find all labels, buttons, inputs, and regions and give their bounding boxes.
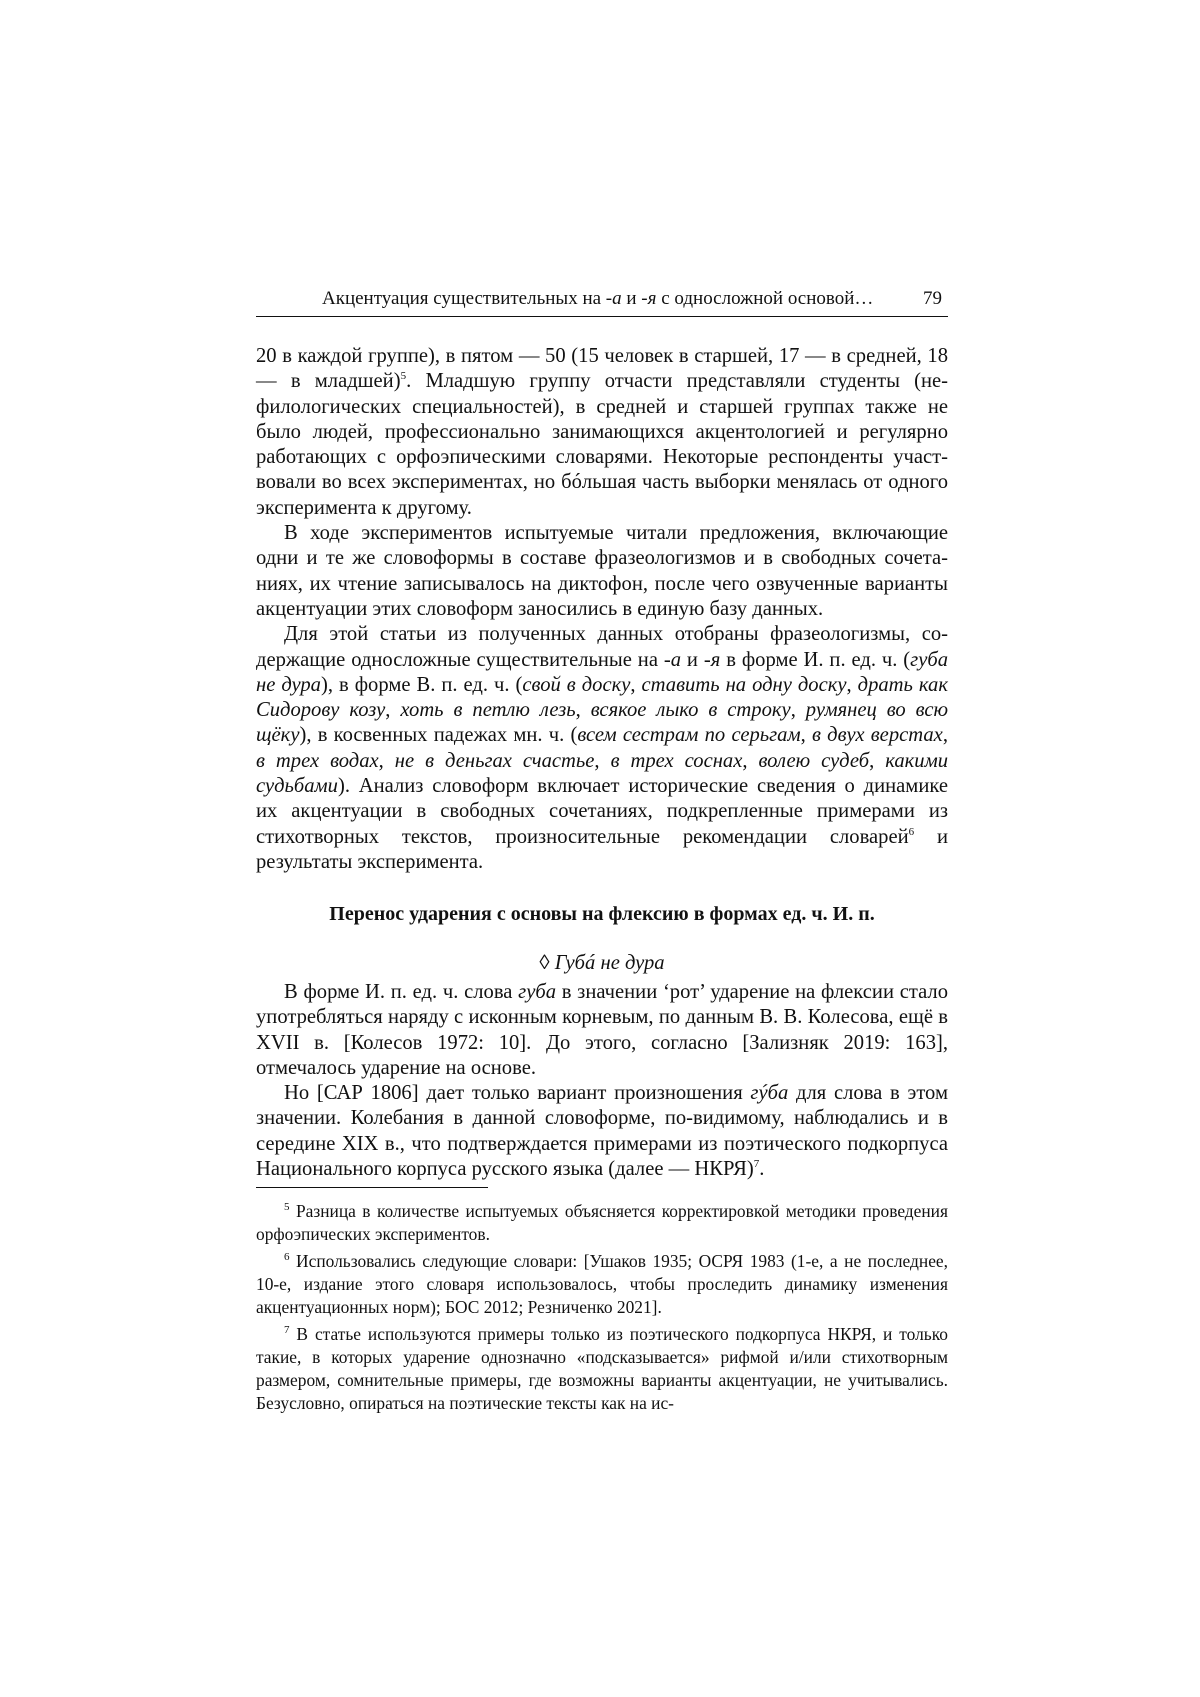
footnote-ref[interactable]: 5	[400, 370, 407, 383]
body-text	[256, 344, 948, 875]
paragraph-text: ,	[790, 699, 806, 722]
paragraph-5	[256, 1081, 948, 1182]
paragraph-text: ), в косвенных падежах мн. ч. (	[299, 724, 578, 747]
example-phrase: -я	[703, 648, 721, 671]
example-phrase: всякое лыко в строку	[590, 699, 791, 722]
paragraph-text: ,	[378, 749, 395, 772]
paragraph-text: для слова в этом значении. Колебания в данной словоформе, по-видимому, наблюдались и в середине XIX в., что подтверждается примерами из поэтического подкорпуса Национального корпуса русского языка (далее — НКРЯ)	[256, 1082, 948, 1181]
footnote-text: Разница в количестве испытуемых объясняется корректировкой методики проведения орфоэпических экспериментов.	[256, 1201, 948, 1244]
footnote-divider	[256, 1187, 488, 1188]
paragraph-1	[256, 344, 948, 521]
paragraph-text: В форме И. п. ед. ч. слова	[284, 981, 519, 1003]
footnote-ref[interactable]: 7	[753, 1158, 760, 1171]
paragraph-text: Но [САР 1806] дает только вариант произношения	[284, 1082, 751, 1105]
paragraph-3	[256, 622, 948, 875]
example-phrase: румянец во всю щёку	[256, 699, 949, 747]
running-head-text: и	[621, 288, 642, 309]
example-phrase: драть как Сидорову козу	[256, 673, 948, 722]
footnote-6	[256, 1250, 948, 1319]
running-head-text: Акцентуация существительных на	[322, 288, 606, 309]
example-phrase: всем сестрам по серьгам	[577, 724, 801, 747]
subsection-heading: ◊ Губá не дура	[539, 952, 665, 974]
running-head	[256, 286, 948, 317]
paragraph-text: в форме И. п. ед. ч. (	[720, 648, 911, 671]
example-phrase: какими судьбами	[256, 749, 949, 798]
paragraph-text: ,	[630, 673, 642, 696]
footnote-7	[256, 1323, 948, 1415]
paragraph-text: в значении ‘рот’ ударение на флексии стало употребляться наряду с исконным корневым, по данным В. В. Колесова, ещё в XVII в. [Колесов 1972: 10]. До этого, согласно [Зализняк 2019: 163], отмечалось ударение на основе.	[256, 981, 948, 1079]
footnote-text: В статье используются примеры только из поэтического подкорпуса НКРЯ, и только такие, в которых ударение однозначно «подсказывается» рифмой и/или стихотворным размером, сомнительные примеры, где возможны варианты акцентуации, не учитывались. Безусловно, опираться на поэтические тексты как на ис-	[256, 1324, 948, 1413]
example-phrase: волею судеб	[758, 749, 870, 772]
example-phrase: хоть в петлю лезь	[400, 699, 576, 722]
example-phrase: в трех водах	[256, 749, 379, 772]
footnote-number: 6	[284, 1251, 290, 1264]
paragraph-text: ). Анализ словоформ включает исторические сведения о динамике их акцентуации в свободных сочетаниях, подкрепленные примерами из стихотворных текстов, произносительные рекомендации словарей	[256, 775, 948, 848]
paragraph-text: и	[681, 648, 704, 671]
footnote-number: 5	[284, 1201, 290, 1214]
paragraph-text: ,	[742, 749, 759, 772]
paragraph-text: .	[759, 1158, 765, 1181]
paragraph-text: и результаты эксперимента.	[256, 825, 948, 873]
paragraph-text: ,	[846, 673, 858, 696]
paragraph-text: ,	[800, 724, 812, 747]
paragraph-text: 20 в каждой группе), в пятом — 50 (15 человек в старшей, 17 — в средней, 18 — в младшей)	[256, 345, 948, 393]
example-phrase: не в деньгах счастье	[394, 749, 595, 772]
footnote-number: 7	[284, 1324, 290, 1337]
paragraph-text: . Младшую группу отчасти представляли студенты (нефилологических специальностей), в средней и старшей группах также не было людей, профессионально занимающихся акцентологией и регулярно работающих с орфоэпическими словарями. Некоторые респонденты участвовали во всех экспериментах, но бóльшая часть выборки менялась от одного эксперимента к другому.	[256, 370, 949, 519]
running-head-italic: -а	[605, 288, 622, 309]
body-text-section	[256, 980, 948, 1182]
paragraph-4	[256, 980, 948, 1081]
paragraph-text: ,	[575, 699, 591, 722]
footnotes	[256, 1200, 948, 1419]
example-phrase: в двух верстах	[811, 724, 943, 747]
paragraph-text: ,	[385, 699, 401, 722]
example-phrase: гýба	[750, 1082, 789, 1105]
footnote-5	[256, 1200, 948, 1246]
example-phrase: в трех соснах	[610, 749, 743, 772]
example-phrase: губа	[518, 981, 556, 1003]
running-head-title	[322, 286, 873, 312]
running-head-italic: -я	[641, 288, 657, 309]
paragraph-2: В ходе экспериментов испытуемые читали предложения, включающие одни и те же словоформы в составе фразеологизмов и в свободных сочетаниях, их чтение записывалось на диктофон, после чего озвученные варианты акцентуации этих словоформ заносились в единую базу данных.	[256, 522, 948, 620]
footnote-text: Использовались следующие словари: [Ушаков 1935; ОСРЯ 1983 (1-е, а не последнее, 10-е, издание этого словаря использовалось, чтобы проследить динамику изменения акцентуационных норм); БОС 2012; Резниченко 2021].	[256, 1251, 948, 1317]
example-phrase: свой в доску	[522, 673, 631, 696]
running-head-text: с односложной основой…	[656, 288, 874, 309]
page-number: 79	[923, 288, 942, 309]
section-heading: Перенос ударения с основы на флексию в формах ед. ч. И. п.	[329, 903, 875, 925]
footnote-ref[interactable]: 6	[908, 825, 915, 838]
example-phrase: ставить на одну доску	[641, 673, 847, 696]
paragraph-text: ,	[594, 749, 611, 772]
paragraph-text: ,	[942, 724, 948, 747]
paragraph-text: Для этой статьи из полученных данных отобраны фразеологизмы, содержащие односложные существительные на	[256, 623, 948, 671]
example-phrase: губа не дура	[256, 648, 948, 696]
example-phrase: -а	[663, 648, 682, 671]
paragraph-text: ), в форме В. п. ед. ч. (	[320, 673, 523, 696]
paragraph-text: ,	[869, 749, 886, 772]
